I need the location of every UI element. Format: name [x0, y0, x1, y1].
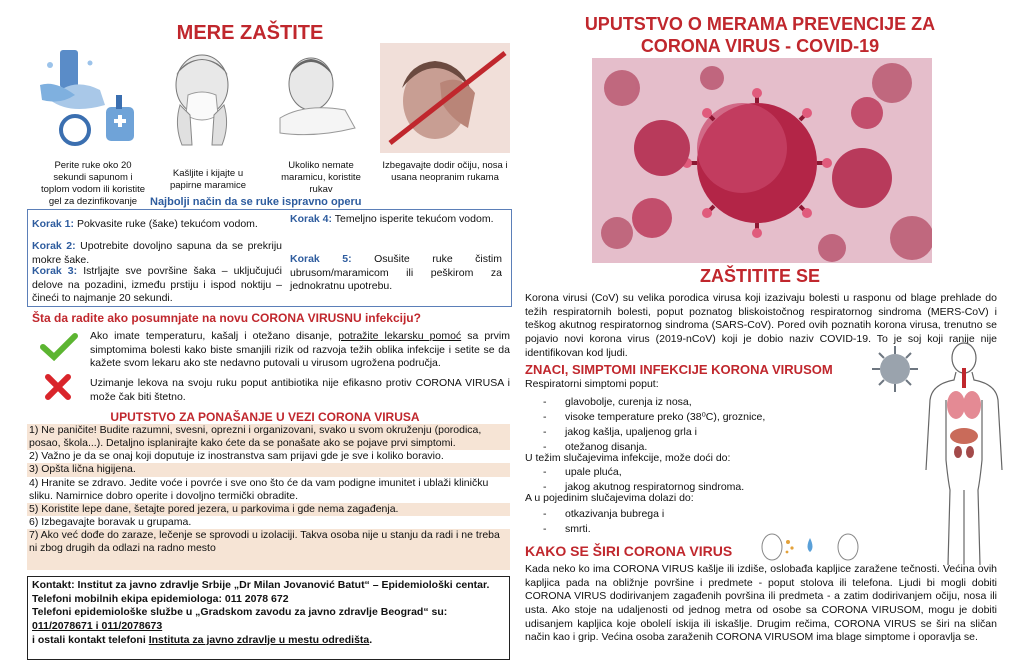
spread-text: Kada neko ko ima CORONA VIRUS kašlje ili izdiše, oslobađa kapljice zaražene tečnosti. Većina ovih kapljica pada na obližnje površine i predmete - poput stolova ili telefona. Ljudi bi mogli dobiti CORONA VIRUS dodirivanjem zagađenih površina ili predmeta - a zatim dodirivanjem očiju, nosa ili usta. Ako stoje na udaljenosti od jednog metra od osobe sa CORONA VIRUSOM, mogu je dobiti udisanjem kapljica koje obolelí iskija ili iskašlje. Drugim rečima, CORONA VIRUS se širi na sličan način kao i grip. Većina osoba zaraženih CORONA VIRUSOM ima blage simptome i oporavlja se.: [525, 563, 997, 644]
caption-tissue: Kašljite i kijajte u papirne maramice: [169, 168, 247, 191]
behavior-item: 2) Važno je da se onaj koji doputuje iz inostranstva sam prijavi gde je sve i koliko boravio.: [27, 450, 510, 463]
handwash-heading: Najbolji način da se ruke ispravno operu: [150, 196, 362, 208]
step-2: Korak 2: Upotrebite dovoljno sapuna da se prekriju mokre šake.: [32, 240, 282, 266]
step-5: Korak 5: Osušite ruke čistim ubrusom/maramicom ili peškirom za jednokratnu upotrebu.: [290, 253, 502, 293]
signs-heading: ZNACI, SIMPTOMI INFEKCIJE KORONA VIRUSOM: [525, 362, 833, 377]
main-title: UPUTSTVO O MERAMA PREVENCIJE ZA CORONA VIRUS - COVID-19: [584, 14, 936, 56]
behavior-item: 5) Koristite lepe dane, šetajte pored jezera, u parkovima i gde nema zagađenja.: [29, 502, 399, 515]
behavior-heading: UPUTSTVO ZA PONAŠANJE U VEZI CORONA VIRUSA: [110, 410, 420, 424]
some-label: A u pojedinim slučajevima dolazi do:: [525, 492, 694, 504]
small-virus-icon: [868, 342, 923, 397]
sneeze-tissue-picture: [160, 45, 245, 150]
no-face-touch-picture: [380, 43, 510, 153]
suspect-yes-text: Ako imate temperaturu, kašalj i otežano disanje, potražite lekarsku pomoć sa prvim simptomima bolesti kako biste smanjili rizik od razvoja težih oblika infekcije i setite se da kažete svom lekaru ako ste nedavno putovali u virusom ugrožena područja.: [90, 330, 510, 370]
behavior-item: 6) Izbegavajte boravak u grupama.: [27, 516, 510, 529]
suspect-heading: Šta da radite ako posumnjate na novu CORONA VIRUSNU infekciju?: [32, 311, 421, 325]
step-1: Korak 1: Pokvasite ruke (šake) tekućom vodom.: [32, 218, 258, 230]
behavior-list: [27, 424, 510, 570]
behavior-item: 4) Hranite se zdravo. Jedite voće i povrće i sve ono što će da vam podigne imunitet i ublaži kliničku sliku. Namirnice dobro operite i dovoljno termički obradite.: [27, 477, 510, 503]
sneeze-sleeve-picture: [275, 48, 360, 148]
symptom-item: - otežanog disanja.: [543, 440, 873, 455]
suspect-no-text: Uzimanje lekova na svoju ruku poput antibiotika nije efikasno protiv CORONA VIRUSA i može čak biti štetno.: [90, 377, 510, 403]
contact-line: Kontakt: Institut za javno zdravlje Srbije „Dr Milan Jovanović Batut“ – Epidemiološki centar.: [32, 579, 490, 591]
behavior-item: 7) Ako već dođe do zaraze, lečenje se sprovodi u izolaciji. Takva osoba nije u stanju da radi i ne treba ni zbog drugih da odlazi na radno mesto: [29, 529, 500, 555]
check-icon: [40, 333, 78, 361]
contact-box: [27, 576, 510, 660]
handwash-picture: [30, 45, 140, 150]
spread-icons: [758, 530, 863, 564]
symptom-item: - upale pluća,: [543, 465, 873, 480]
intro-text: Korona virusi (CoV) su velika porodica virusa koji izazivaju bolesti u rasponu od blage prehlade do težih respiratornih bolesti, poput poznatog bliskoistočnog respiratornog sindroma (MERS-CoV) i teškog akutnog respiratornog sindroma (SARS-CoV). Pored ovih poznatih korona virusa, trenutno se pojavio novi korona virus (2019-nCoV) koji je dobio naziv COVID-19. To je soj koji ranije nije identifikovan kod ljudi.: [525, 292, 997, 359]
symptom-item: - visoke temperature preko (38⁰C), groznice,: [543, 410, 873, 425]
behavior-item: 3) Opšta lična higijena.: [29, 463, 136, 476]
symptom-item: - jakog akutnog respiratornog sindroma.: [543, 480, 873, 495]
caption-face: Izbegavajte dodir očiju, nosa i usana neopranim rukama: [382, 160, 508, 183]
contact-phones: 011/2078671 i 011/2078673: [32, 619, 163, 632]
spread-heading: KAKO SE ŠIRI CORONA VIRUS: [525, 543, 733, 559]
virus-image: [592, 58, 932, 263]
resp-list: [543, 395, 873, 455]
step-3: Korak 3: Istrljajte sve površine šaka – uključujući delove na pozadini, između prstiju i ispod noktiju – čineći to najmanje 20 sekundi.: [32, 265, 283, 305]
body-organs-picture: [918, 340, 1010, 570]
behavior-item: 1) Ne paničite! Budite razumni, svesni, oprezni i organizovani, svako u svom okruženju (porodica, posao, škola...). Detaljno isplanirajte kako ćete da se ponašate ako se pojave prvi simptomi.: [29, 424, 482, 450]
severe-list: [543, 465, 873, 495]
symptom-item: - glavobolje, curenja iz nosa,: [543, 395, 873, 410]
severe-label: U težim slučajevima infekcije, može doći do:: [525, 452, 731, 464]
step-4: Korak 4: Temeljno isperite tekućom vodom.: [290, 213, 494, 225]
caption-handwash: Perite ruke oko 20 sekundi sapunom i toplom vodom ili koristite gel za dezinfikovanje: [40, 160, 145, 207]
seek-help-link: potražite lekarsku pomoć: [338, 330, 462, 342]
resp-label: Respiratorni simptomi poput:: [525, 378, 659, 390]
caption-sleeve: Ukoliko nemate maramicu, koristite rukav: [281, 160, 361, 195]
symptom-item: - smrti.: [543, 522, 873, 537]
cross-icon: [44, 373, 72, 401]
contact-line: i ostali kontakt telefoni Instituta za javno zdravlje u mestu odredišta.: [32, 633, 373, 646]
protection-title: MERE ZAŠTITE: [176, 22, 324, 44]
protect-heading: ZAŠTITITE SE: [699, 266, 820, 286]
symptom-item: - jakog kašlja, upaljenog grla i: [543, 425, 873, 440]
contact-line: Telefoni epidemiološke službe u „Gradskom zavodu za javno zdravlje Beograd“ su:: [32, 606, 448, 619]
symptom-item: - otkazivanja bubrega i: [543, 507, 873, 522]
contact-line: Telefoni mobilnih ekipa epidemiologa: 011 2078 672: [32, 592, 289, 605]
